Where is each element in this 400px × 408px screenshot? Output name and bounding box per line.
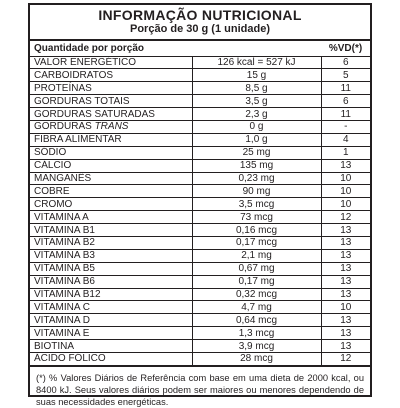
table-row xyxy=(30,249,370,262)
nutrient-amount: 0,64 mcg xyxy=(192,314,321,327)
serving-size: Porção de 30 g (1 unidade) xyxy=(130,23,270,35)
nutrient-name xyxy=(30,133,192,146)
nutrient-name xyxy=(30,172,192,185)
nutrient-name-text: GORDURAS xyxy=(34,121,92,133)
table-row xyxy=(30,327,370,340)
nutrient-name-text: VITAMINA B2 xyxy=(34,237,95,249)
nutrient-name xyxy=(30,288,192,301)
nutrient-name xyxy=(30,301,192,314)
nutrient-name-text: GORDURAS SATURADAS xyxy=(34,108,155,120)
nutrient-vd: 13 xyxy=(321,159,370,172)
nutrient-amount: 8,5 g xyxy=(192,82,321,95)
nutrient-amount: 1,3 mcg xyxy=(192,327,321,340)
nutrient-name xyxy=(30,159,192,172)
table-row xyxy=(30,340,370,353)
nutrient-vd: 13 xyxy=(321,327,370,340)
nutrient-name-text: SÓDIO xyxy=(34,147,67,159)
table-row xyxy=(30,224,370,237)
table-row xyxy=(30,211,370,224)
nutrient-name xyxy=(30,262,192,275)
nutrient-amount: 0,67 mg xyxy=(192,262,321,275)
nutrient-name xyxy=(30,249,192,262)
nutrient-name-text: VITAMINA B3 xyxy=(34,250,95,262)
table-row xyxy=(30,172,370,185)
nutrient-amount: 0,16 mcg xyxy=(192,224,321,237)
nutrient-name xyxy=(30,327,192,340)
nutrient-amount: 2,1 mg xyxy=(192,249,321,262)
nutrient-amount: 0,32 mcg xyxy=(192,288,321,301)
nutrient-amount: 135 mg xyxy=(192,159,321,172)
nutrient-vd: 6 xyxy=(321,56,370,69)
nutrient-vd: 13 xyxy=(321,262,370,275)
nutrient-name xyxy=(30,198,192,211)
table-row xyxy=(30,69,370,82)
nutrient-name xyxy=(30,82,192,95)
nutrient-amount: 90 mg xyxy=(192,185,321,198)
nutrient-name-text: MANGANÊS xyxy=(34,172,92,184)
nutrient-name xyxy=(30,146,192,159)
table-row xyxy=(30,288,370,301)
quantity-column-header: Quantidade por porção xyxy=(30,41,321,56)
nutrient-name xyxy=(30,314,192,327)
label-title: INFORMAÇÃO NUTRICIONAL xyxy=(98,7,302,23)
nutrient-vd: 10 xyxy=(321,198,370,211)
nutrient-amount: 2,3 g xyxy=(192,108,321,121)
nutrition-table xyxy=(30,41,370,366)
nutrient-amount: 3,9 mcg xyxy=(192,340,321,353)
nutrient-vd: 12 xyxy=(321,211,370,224)
nutrient-name-text: CÁLCIO xyxy=(34,160,72,172)
nutrient-amount: 126 kcal = 527 kJ xyxy=(192,56,321,69)
nutrient-vd: 13 xyxy=(321,340,370,353)
nutrient-amount: 4,7 mg xyxy=(192,301,321,314)
nutrient-vd: 10 xyxy=(321,172,370,185)
nutrient-name xyxy=(30,95,192,108)
nutrient-vd: 13 xyxy=(321,288,370,301)
nutrient-vd: 13 xyxy=(321,236,370,249)
nutrient-vd: 13 xyxy=(321,275,370,288)
nutrient-name-text: GORDURAS TOTAIS xyxy=(34,95,130,107)
table-row xyxy=(30,262,370,275)
nutrient-vd: 5 xyxy=(321,69,370,82)
nutrient-name-text: VALOR ENERGÉTICO xyxy=(34,56,137,68)
nutrient-vd: 13 xyxy=(321,224,370,237)
nutrient-amount: 1,0 g xyxy=(192,133,321,146)
nutrient-amount: 0 g xyxy=(192,120,321,133)
nutrient-vd: 4 xyxy=(321,133,370,146)
table-row xyxy=(30,301,370,314)
nutrient-vd: 1 xyxy=(321,146,370,159)
table-row xyxy=(30,159,370,172)
table-row xyxy=(30,133,370,146)
table-row xyxy=(30,56,370,69)
nutrient-amount: 0,17 mg xyxy=(192,275,321,288)
table-header-row xyxy=(30,41,370,56)
nutrient-name xyxy=(30,120,192,133)
nutrient-vd: 12 xyxy=(321,352,370,365)
nutrient-amount: 28 mcg xyxy=(192,352,321,365)
vd-column-header: %VD(*) xyxy=(321,41,370,56)
table-row xyxy=(30,352,370,365)
nutrient-name xyxy=(30,69,192,82)
nutrient-amount: 3,5 g xyxy=(192,95,321,108)
nutrient-vd: 11 xyxy=(321,82,370,95)
nutrient-name-text: VITAMINA C xyxy=(34,301,90,313)
nutrient-name-text: CROMO xyxy=(34,198,73,210)
nutrient-name-text: CARBOIDRATOS xyxy=(34,69,114,81)
table-row xyxy=(30,198,370,211)
nutrient-vd: 13 xyxy=(321,314,370,327)
table-row xyxy=(30,236,370,249)
nutrient-name xyxy=(30,224,192,237)
nutrient-name-text: VITAMINA B1 xyxy=(34,224,95,236)
nutrient-amount: 15 g xyxy=(192,69,321,82)
nutrient-name-text: VITAMINA E xyxy=(34,327,90,339)
nutrient-amount: 0,17 mcg xyxy=(192,236,321,249)
nutrient-name-text: FIBRA ALIMENTAR xyxy=(34,134,122,146)
nutrient-name xyxy=(30,185,192,198)
nutrient-vd: 11 xyxy=(321,108,370,121)
table-row xyxy=(30,146,370,159)
nutrient-name xyxy=(30,108,192,121)
nutrient-name xyxy=(30,275,192,288)
nutrient-name xyxy=(30,352,192,365)
table-row xyxy=(30,120,370,133)
table-row xyxy=(30,95,370,108)
table-row xyxy=(30,82,370,95)
nutrient-name-text: BIOTINA xyxy=(34,340,75,352)
nutrient-amount: 73 mcg xyxy=(192,211,321,224)
nutrient-name-text: VITAMINA B6 xyxy=(34,276,95,288)
nutrient-name-text: ÁCIDO FÓLICO xyxy=(34,353,106,365)
table-row xyxy=(30,314,370,327)
nutrient-name xyxy=(30,211,192,224)
nutrient-vd: 13 xyxy=(321,249,370,262)
nutrient-name xyxy=(30,340,192,353)
nutrient-name xyxy=(30,236,192,249)
nutrient-amount: 0,23 mg xyxy=(192,172,321,185)
table-row xyxy=(30,108,370,121)
nutrient-name-text: PROTEÍNAS xyxy=(34,82,92,94)
nutrient-name-italic: TRANS xyxy=(94,121,129,133)
table-row xyxy=(30,275,370,288)
nutrient-name xyxy=(30,56,192,69)
nutrient-vd: - xyxy=(321,120,370,133)
nutrient-amount: 3,5 mcg xyxy=(192,198,321,211)
nutrient-name-text: VITAMINA A xyxy=(34,211,89,223)
table-row xyxy=(30,185,370,198)
nutrient-amount: 25 mg xyxy=(192,146,321,159)
nutrient-name-text: COBRE xyxy=(34,185,70,197)
nutrient-name-text: VITAMINA B5 xyxy=(34,263,95,275)
nutrient-vd: 6 xyxy=(321,95,370,108)
nutrient-vd: 10 xyxy=(321,185,370,198)
nutrient-rows xyxy=(30,56,370,365)
nutrient-vd: 10 xyxy=(321,301,370,314)
nutrient-name-text: VITAMINA D xyxy=(34,314,90,326)
nutrient-name-text: VITAMINA B12 xyxy=(34,288,101,300)
footnote: (*) % Valores Diários de Referência com base em uma dieta de 2000 kcal, ou 8400 kJ. Seus valores diários podem ser maiores ou menores dependendo de suas necessidades energéticas. xyxy=(36,372,364,407)
nutrition-facts-panel xyxy=(28,3,372,407)
